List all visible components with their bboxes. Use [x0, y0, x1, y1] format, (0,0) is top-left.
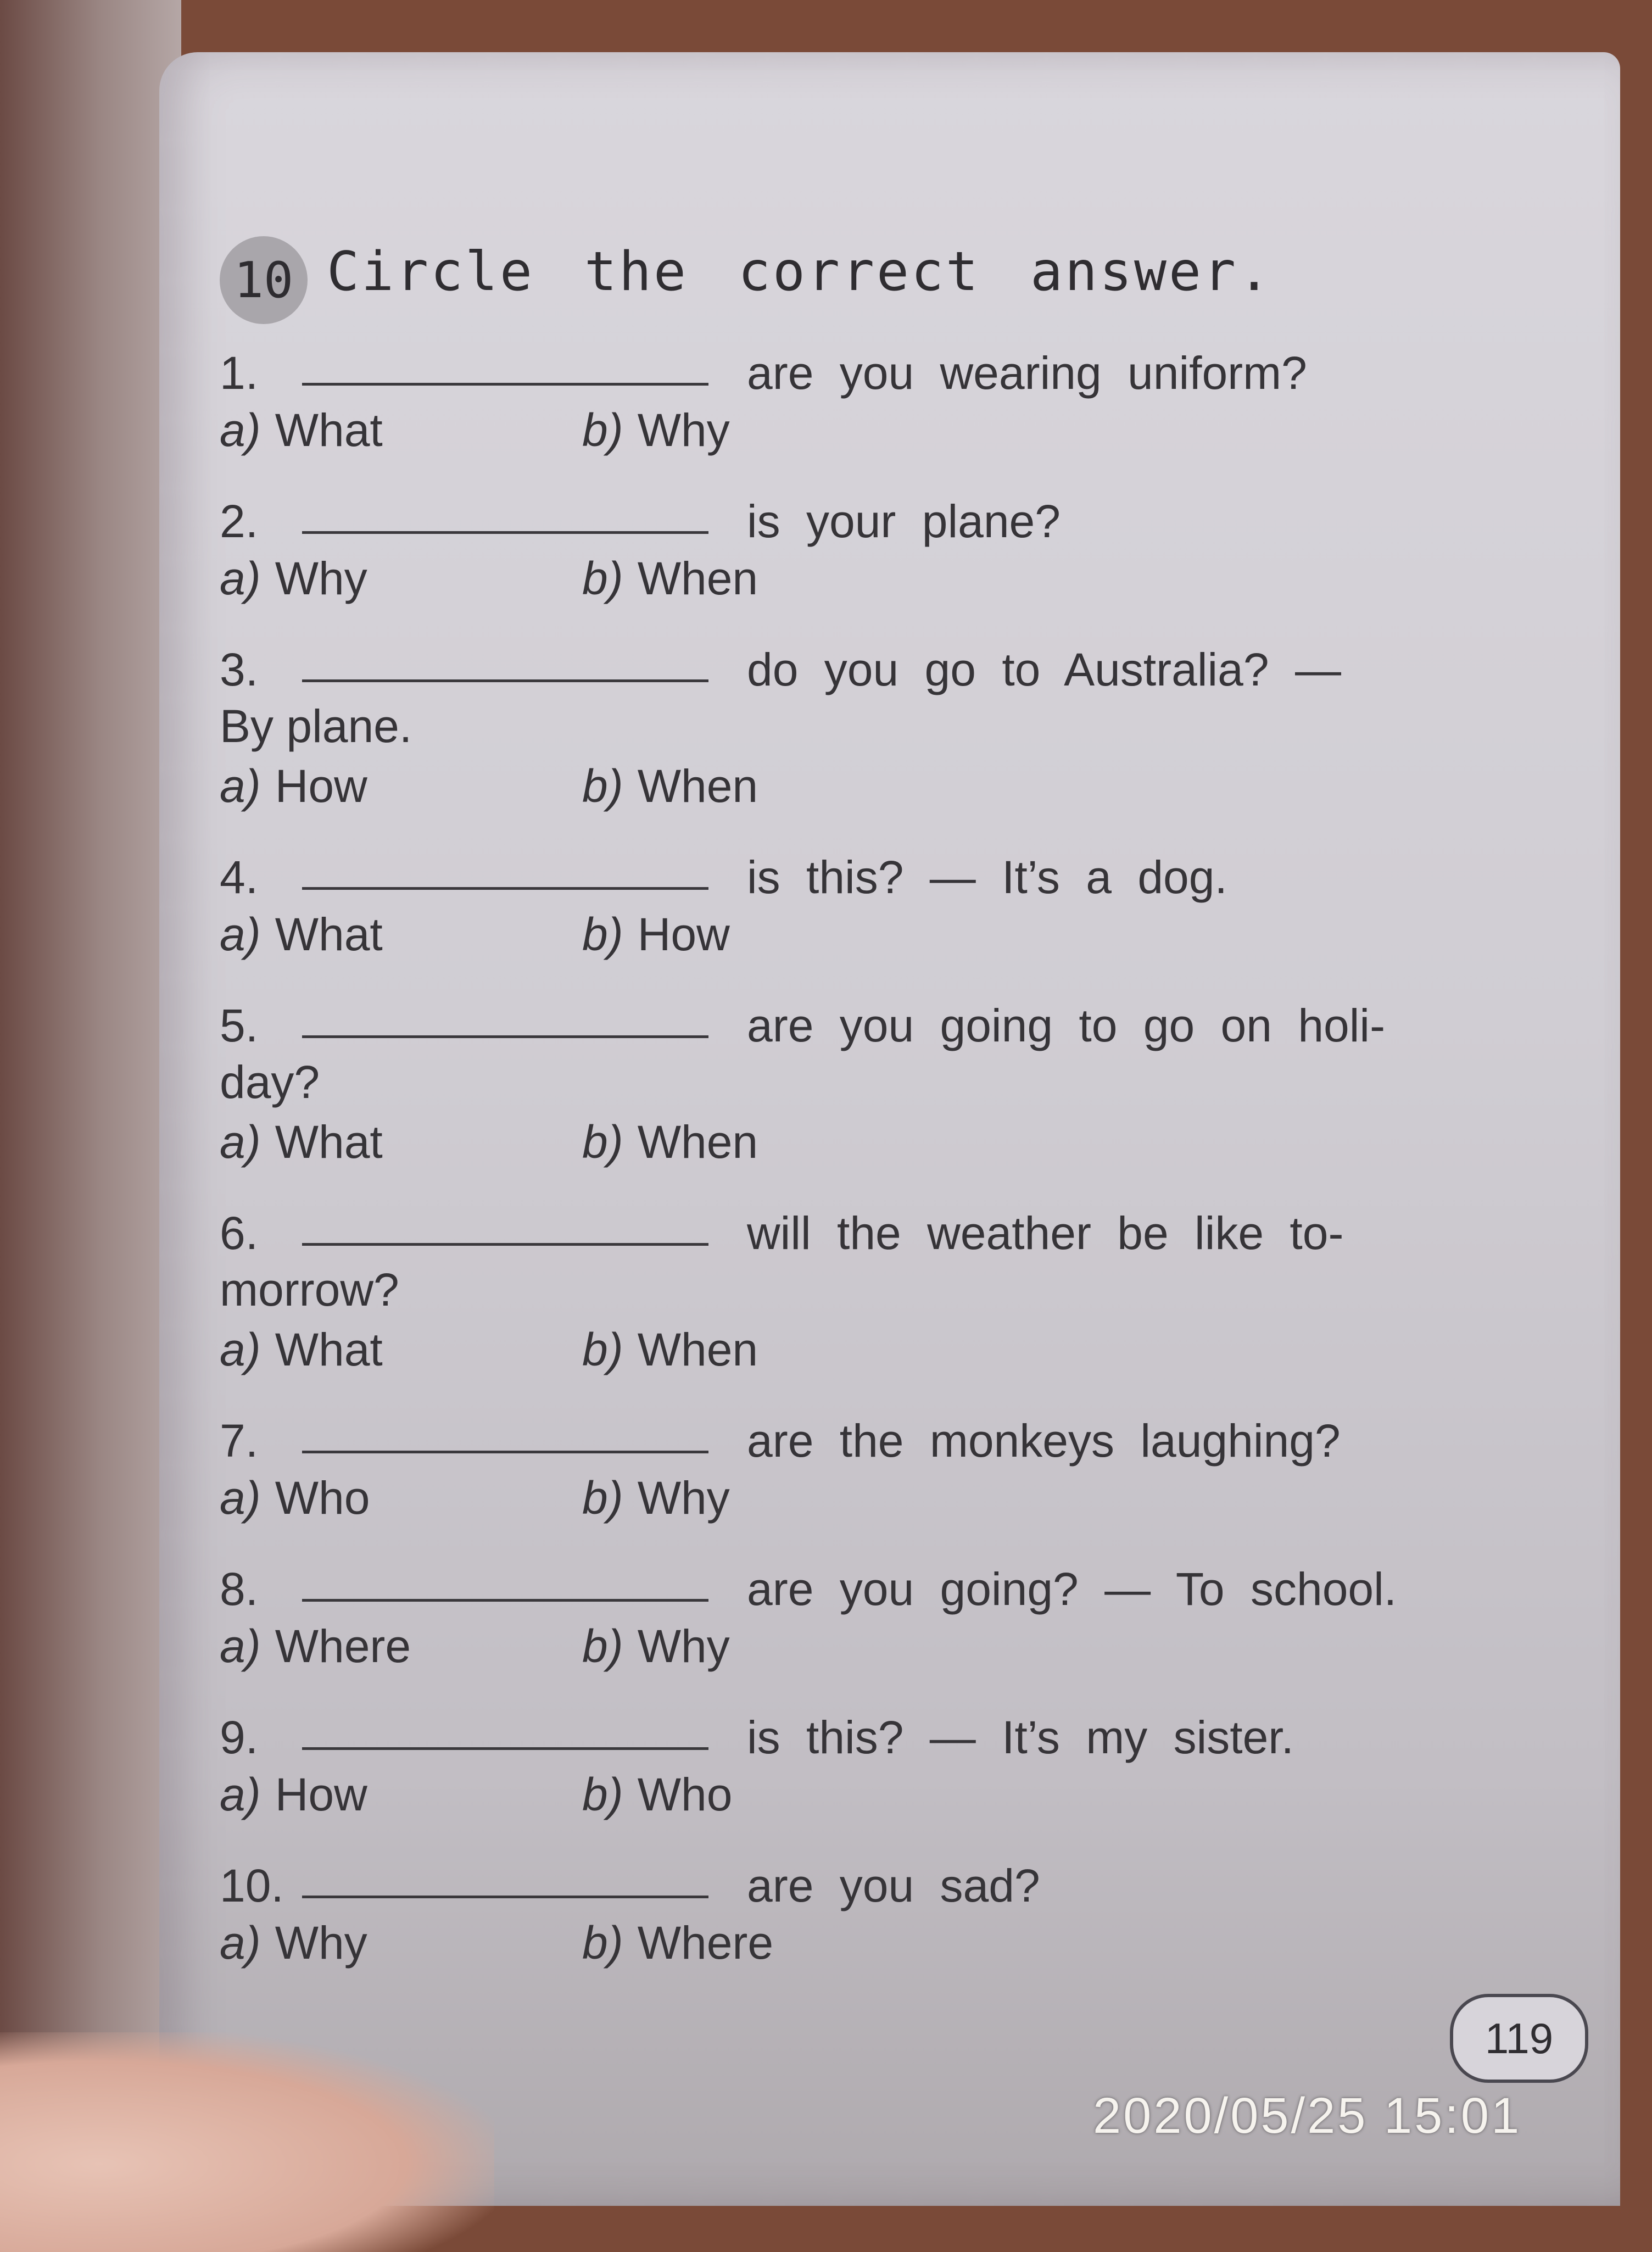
question-line: [220, 637, 1494, 696]
option-b[interactable]: [582, 1116, 758, 1169]
option-b-text: When: [637, 1323, 758, 1375]
question-text: are you wearing uniform?: [747, 347, 1307, 399]
answer-options: [220, 1468, 1494, 1528]
answer-options: [220, 756, 1494, 816]
question-number: 10.: [220, 1860, 284, 1911]
option-a-text: Why: [275, 1916, 367, 1969]
question-list: [220, 341, 1494, 2002]
answer-options: [220, 1319, 1494, 1380]
answer-blank[interactable]: [302, 1566, 708, 1602]
page-number: 119: [1450, 1994, 1588, 2083]
question-continuation: day?: [220, 1056, 320, 1108]
option-b-text: When: [637, 1116, 758, 1168]
option-letter-b: b): [582, 908, 623, 960]
option-letter-b: b): [582, 404, 623, 456]
question-number: 7.: [220, 1415, 259, 1467]
option-letter-a: a): [220, 1471, 261, 1524]
question-number: 3.: [220, 644, 259, 695]
option-a[interactable]: [220, 1471, 582, 1525]
option-a-text: Why: [275, 552, 367, 604]
option-a-text: What: [275, 404, 383, 456]
option-b-text: When: [637, 552, 758, 604]
question-item: [220, 1557, 1494, 1676]
option-letter-b: b): [582, 1116, 623, 1168]
option-letter-a: a): [220, 1116, 261, 1168]
option-b[interactable]: [582, 1916, 773, 1970]
question-text: are you going? — To school.: [747, 1563, 1397, 1615]
option-letter-a: a): [220, 552, 261, 604]
option-a[interactable]: [220, 404, 582, 457]
answer-options: [220, 400, 1494, 460]
question-line: [220, 489, 1494, 548]
answer-blank[interactable]: [302, 1210, 708, 1246]
option-letter-a: a): [220, 1323, 261, 1375]
finger: [0, 2032, 494, 2252]
option-b-text: Where: [637, 1916, 774, 1969]
exercise-title: Circle the correct answer.: [327, 241, 1273, 303]
question-text: are the monkeys laughing?: [747, 1415, 1341, 1467]
option-a[interactable]: [220, 552, 582, 605]
option-a[interactable]: [220, 1768, 582, 1821]
option-a[interactable]: [220, 1116, 582, 1169]
photo-timestamp: 2020/05/25 15:01: [1093, 2088, 1522, 2144]
option-b-text: Why: [637, 1620, 730, 1672]
option-letter-b: b): [582, 1916, 623, 1969]
option-b[interactable]: [582, 552, 758, 605]
option-a-text: How: [275, 760, 367, 812]
answer-blank[interactable]: [302, 1418, 708, 1453]
answer-blank[interactable]: [302, 1714, 708, 1750]
option-letter-a: a): [220, 1768, 261, 1820]
option-a[interactable]: [220, 1620, 582, 1673]
question-line: [220, 1408, 1494, 1468]
option-letter-b: b): [582, 552, 623, 604]
answer-blank[interactable]: [302, 1863, 708, 1898]
answer-blank[interactable]: [302, 350, 708, 386]
option-b-text: When: [637, 760, 758, 812]
option-a[interactable]: [220, 1323, 582, 1376]
option-letter-b: b): [582, 1323, 623, 1375]
question-item: [220, 341, 1494, 460]
question-line: [220, 1853, 1494, 1913]
question-text: is your plane?: [747, 495, 1061, 547]
question-line: [220, 1705, 1494, 1764]
option-letter-a: a): [220, 1916, 261, 1969]
question-item: [220, 1853, 1494, 1973]
question-line: [220, 993, 1494, 1052]
question-continuation: By plane.: [220, 700, 412, 752]
question-line: [220, 1557, 1494, 1616]
option-letter-b: b): [582, 1471, 623, 1524]
question-item: [220, 1705, 1494, 1825]
option-a-text: What: [275, 1116, 383, 1168]
option-b-text: Why: [637, 404, 730, 456]
option-letter-b: b): [582, 1620, 623, 1672]
answer-options: [220, 1112, 1494, 1172]
answer-options: [220, 548, 1494, 609]
option-a[interactable]: [220, 908, 582, 961]
question-text: do you go to Australia? —: [747, 644, 1341, 695]
option-letter-a: a): [220, 1620, 261, 1672]
option-b[interactable]: [582, 1620, 730, 1673]
exercise-header: [220, 236, 1538, 335]
option-b[interactable]: [582, 1323, 758, 1376]
option-b[interactable]: [582, 404, 730, 457]
question-number: 9.: [220, 1712, 259, 1763]
answer-options: [220, 904, 1494, 965]
question-text: will the weather be like to-: [747, 1207, 1344, 1259]
exercise-number-badge: 10: [220, 236, 308, 324]
question-number: 4.: [220, 851, 259, 903]
question-number: 5.: [220, 1000, 259, 1051]
option-a[interactable]: [220, 760, 582, 813]
option-b[interactable]: [582, 760, 758, 813]
option-a-text: What: [275, 1323, 383, 1375]
answer-options: [220, 1913, 1494, 1973]
question-number: 6.: [220, 1207, 259, 1259]
question-item: [220, 845, 1494, 965]
question-line: [220, 341, 1494, 400]
option-a-text: How: [275, 1768, 367, 1820]
option-b-text: Who: [637, 1768, 733, 1820]
option-a-text: Who: [275, 1471, 370, 1524]
answer-options: [220, 1616, 1494, 1676]
question-text: are you sad?: [747, 1860, 1040, 1911]
option-a[interactable]: [220, 1916, 582, 1970]
option-b[interactable]: [582, 908, 730, 961]
option-letter-b: b): [582, 1768, 623, 1820]
option-letter-b: b): [582, 760, 623, 812]
question-item: [220, 1408, 1494, 1528]
option-b-text: Why: [637, 1471, 730, 1524]
option-b-text: How: [637, 908, 730, 960]
option-letter-a: a): [220, 760, 261, 812]
answer-blank[interactable]: [302, 854, 708, 890]
option-b[interactable]: [582, 1471, 730, 1525]
question-continuation: morrow?: [220, 1264, 399, 1315]
question-item: [220, 637, 1494, 816]
question-number: 1.: [220, 347, 259, 399]
answer-blank[interactable]: [302, 1002, 708, 1038]
question-item: [220, 993, 1494, 1172]
question-line: [220, 1201, 1494, 1260]
option-a-text: Where: [275, 1620, 411, 1672]
option-a-text: What: [275, 908, 383, 960]
option-letter-a: a): [220, 404, 261, 456]
answer-options: [220, 1764, 1494, 1825]
question-item: [220, 489, 1494, 609]
question-item: [220, 1201, 1494, 1380]
answer-blank[interactable]: [302, 646, 708, 682]
question-line: [220, 845, 1494, 904]
question-text: are you going to go on holi-: [747, 1000, 1386, 1051]
question-text: is this? — It’s a dog.: [747, 851, 1227, 903]
option-letter-a: a): [220, 908, 261, 960]
question-number: 2.: [220, 495, 259, 547]
facing-page: [0, 0, 181, 2206]
answer-blank[interactable]: [302, 498, 708, 534]
option-b[interactable]: [582, 1768, 732, 1821]
question-text: is this? — It’s my sister.: [747, 1712, 1294, 1763]
question-number: 8.: [220, 1563, 259, 1615]
